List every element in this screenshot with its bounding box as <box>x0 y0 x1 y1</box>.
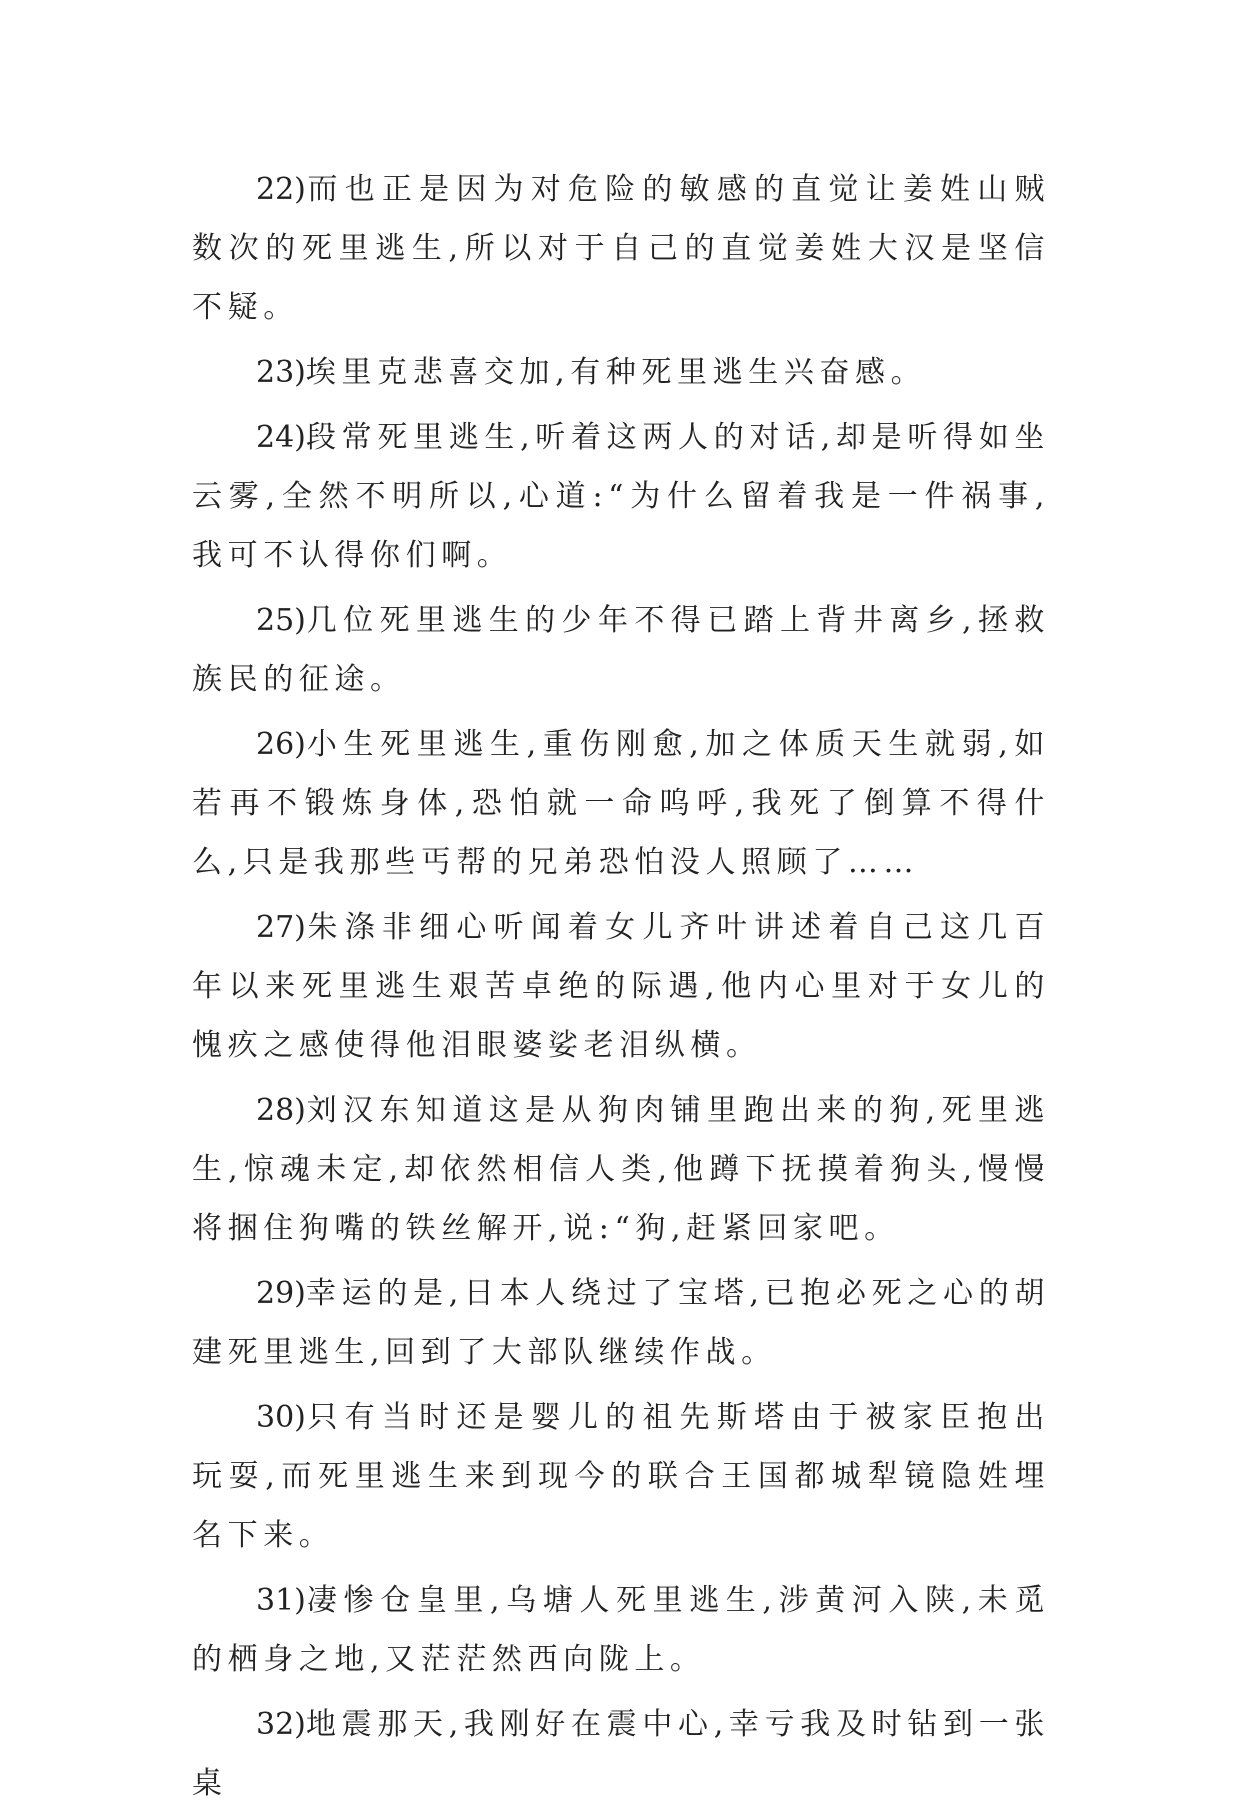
paragraph-number: 27) <box>256 910 306 945</box>
paragraph-32 <box>192 1695 1050 1813</box>
paragraph-number: 25) <box>256 603 306 638</box>
paragraph-28 <box>192 1081 1050 1258</box>
paragraph-text: 只有当时还是婴儿的祖先斯塔由于被家臣抱出玩耍,而死里逃生来到现今的联合王国都城犁镜隐姓埋名下来。 <box>192 1400 1050 1553</box>
document-body <box>192 160 1050 1819</box>
paragraph-22 <box>192 160 1050 337</box>
paragraph-27 <box>192 898 1050 1075</box>
paragraph-31 <box>192 1571 1050 1689</box>
paragraph-text: 地震那天,我刚好在震中心,幸亏我及时钻到一张桌 <box>192 1707 1050 1801</box>
paragraph-number: 30) <box>256 1400 306 1435</box>
paragraph-text: 段常死里逃生,听着这两人的对话,却是听得如坐云雾,全然不明所以,心道:“为什么留着我是一件祸事,我可不认得你们啊。 <box>192 420 1050 573</box>
paragraph-text: 埃里克悲喜交加,有种死里逃生兴奋感。 <box>305 355 927 390</box>
paragraph-text: 幸运的是,日本人绕过了宝塔,已抱必死之心的胡建死里逃生,回到了大部队继续作战。 <box>192 1276 1050 1370</box>
paragraph-number: 31) <box>256 1583 306 1618</box>
paragraph-text: 刘汉东知道这是从狗肉铺里跑出来的狗,死里逃生,惊魂未定,却依然相信人类,他蹲下抚摸着狗头,慢慢将捆住狗嘴的铁丝解开,说:“狗,赶紧回家吧。 <box>192 1093 1050 1246</box>
paragraph-29 <box>192 1264 1050 1382</box>
paragraph-number: 29) <box>256 1276 306 1311</box>
paragraph-number: 32) <box>256 1707 306 1742</box>
paragraph-30 <box>192 1388 1050 1565</box>
paragraph-23 <box>192 343 1050 402</box>
paragraph-number: 23) <box>256 355 306 390</box>
paragraph-number: 28) <box>256 1093 306 1128</box>
paragraph-text: 凄惨仓皇里,乌塘人死里逃生,涉黄河入陕,未觅的栖身之地,又茫茫然西向陇上。 <box>192 1583 1050 1677</box>
paragraph-26 <box>192 715 1050 892</box>
paragraph-25 <box>192 591 1050 709</box>
paragraph-number: 26) <box>256 727 306 762</box>
paragraph-text: 几位死里逃生的少年不得已踏上背井离乡,拯救族民的征途。 <box>192 603 1050 697</box>
paragraph-text: 而也正是因为对危险的敏感的直觉让姜姓山贼数次的死里逃生,所以对于自己的直觉姜姓大汉是坚信不疑。 <box>192 172 1050 325</box>
paragraph-text: 小生死里逃生,重伤刚愈,加之体质天生就弱,如若再不锻炼身体,恐怕就一命呜呼,我死了倒算不得什么,只是我那些丐帮的兄弟恐怕没人照顾了…… <box>192 727 1050 880</box>
paragraph-number: 24) <box>256 420 306 455</box>
paragraph-number: 22) <box>256 172 306 207</box>
paragraph-text: 朱涤非细心听闻着女儿齐叶讲述着自己这几百年以来死里逃生艰苦卓绝的际遇,他内心里对于女儿的愧疚之感使得他泪眼婆娑老泪纵横。 <box>192 910 1050 1063</box>
paragraph-24 <box>192 408 1050 585</box>
